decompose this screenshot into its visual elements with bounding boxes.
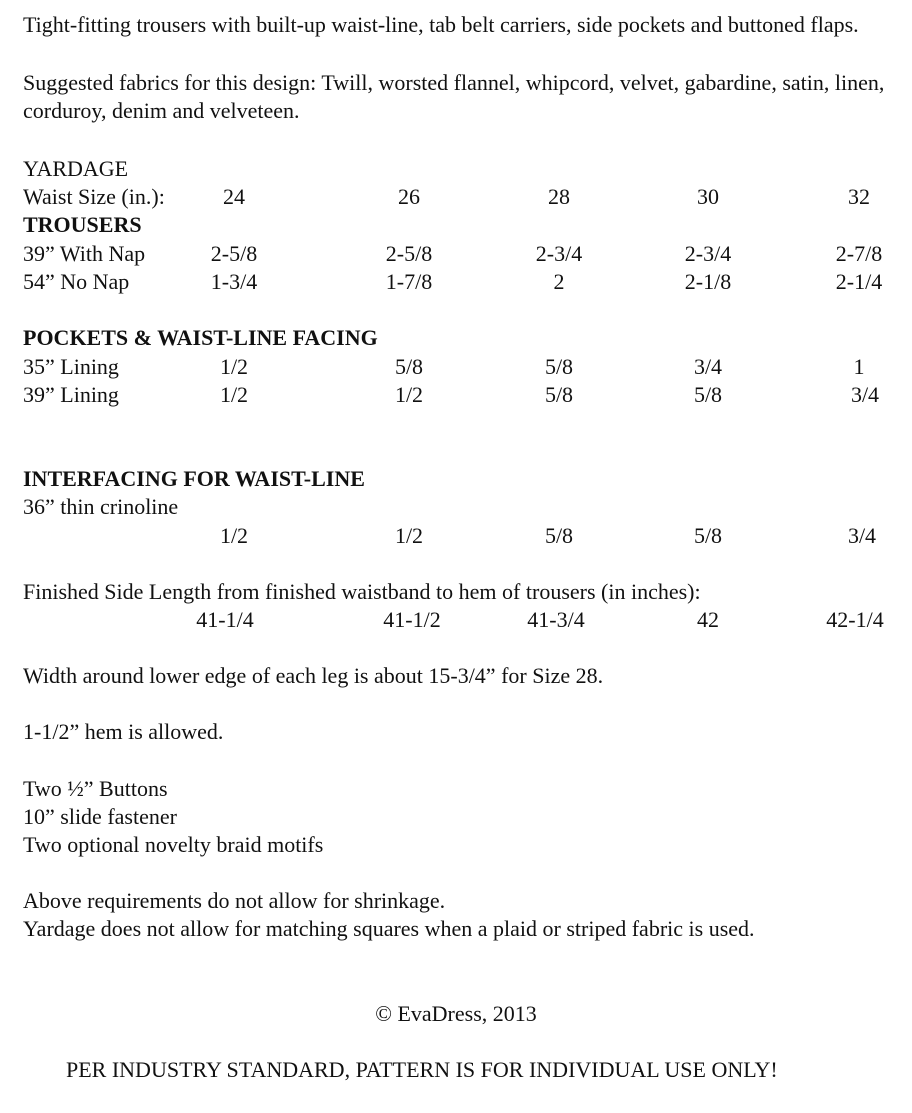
row-label-35-lining: 35” Lining bbox=[23, 354, 119, 379]
copyright-line: © EvaDress, 2013 bbox=[375, 1001, 537, 1026]
size-32: 32 bbox=[848, 184, 870, 209]
length-26: 41-1/2 bbox=[383, 607, 441, 632]
design-description: Tight-fitting trousers with built-up waist-line, tab belt carriers, side pockets and buttoned flaps. bbox=[23, 12, 859, 37]
lining39-30: 5/8 bbox=[693, 382, 723, 407]
length-24: 41-1/4 bbox=[196, 607, 254, 632]
notion-slide-fastener: 10” slide fastener bbox=[23, 804, 177, 829]
no-nap-30: 2-1/8 bbox=[684, 269, 732, 294]
size-26: 26 bbox=[398, 184, 420, 209]
row-label-39-lining: 39” Lining bbox=[23, 382, 119, 407]
length-30: 42 bbox=[697, 607, 719, 632]
suggested-fabrics: Suggested fabrics for this design: Twill, worsted flannel, whipcord, velvet, gabardine, satin, linen, corduroy, denim and velveteen. bbox=[23, 70, 885, 123]
lining35-26: 5/8 bbox=[394, 354, 424, 379]
no-nap-26: 1-7/8 bbox=[385, 269, 433, 294]
pockets-heading: POCKETS & WAIST-LINE FACING bbox=[23, 325, 378, 350]
size-28: 28 bbox=[548, 184, 570, 209]
plaid-note: Yardage does not allow for matching squares when a plaid or striped fabric is used. bbox=[23, 916, 755, 941]
with-nap-32: 2-7/8 bbox=[835, 241, 883, 266]
hem-note: 1-1/2” hem is allowed. bbox=[23, 719, 224, 744]
with-nap-26: 2-5/8 bbox=[385, 241, 433, 266]
row-label-no-nap: 54” No Nap bbox=[23, 269, 130, 294]
lining39-32: 3/4 bbox=[850, 382, 880, 407]
shrinkage-note: Above requirements do not allow for shrinkage. bbox=[23, 888, 446, 913]
no-nap-24: 1-3/4 bbox=[210, 269, 258, 294]
length-32: 42-1/4 bbox=[826, 607, 884, 632]
crinoline-30: 5/8 bbox=[693, 523, 723, 548]
crinoline-label: 36” thin crinoline bbox=[23, 494, 179, 519]
size-24: 24 bbox=[223, 184, 245, 209]
length-28: 41-3/4 bbox=[527, 607, 585, 632]
lining39-26: 1/2 bbox=[394, 382, 424, 407]
crinoline-24: 1/2 bbox=[219, 523, 249, 548]
trousers-heading: TROUSERS bbox=[23, 212, 142, 237]
with-nap-30: 2-3/4 bbox=[684, 241, 732, 266]
notion-buttons: Two ½” Buttons bbox=[23, 776, 168, 801]
waist-size-label: Waist Size (in.): bbox=[23, 184, 165, 209]
finished-length-label: Finished Side Length from finished waistband to hem of trousers (in inches): bbox=[23, 579, 701, 604]
lining39-28: 5/8 bbox=[544, 382, 574, 407]
interfacing-heading: INTERFACING FOR WAIST-LINE bbox=[23, 466, 365, 491]
crinoline-26: 1/2 bbox=[394, 523, 424, 548]
usage-notice: PER INDUSTRY STANDARD, PATTERN IS FOR INDIVIDUAL USE ONLY! bbox=[66, 1057, 778, 1082]
size-30: 30 bbox=[697, 184, 719, 209]
notion-braid-motifs: Two optional novelty braid motifs bbox=[23, 832, 324, 857]
crinoline-32: 3/4 bbox=[847, 523, 877, 548]
no-nap-28: 2 bbox=[553, 269, 565, 294]
yardage-heading: YARDAGE bbox=[23, 156, 129, 181]
row-label-with-nap: 39” With Nap bbox=[23, 241, 146, 266]
with-nap-28: 2-3/4 bbox=[535, 241, 583, 266]
lining35-28: 5/8 bbox=[544, 354, 574, 379]
with-nap-24: 2-5/8 bbox=[210, 241, 258, 266]
crinoline-28: 5/8 bbox=[544, 523, 574, 548]
leg-width-note: Width around lower edge of each leg is about 15-3/4” for Size 28. bbox=[23, 663, 604, 688]
lining35-32: 1 bbox=[853, 354, 865, 379]
lining39-24: 1/2 bbox=[219, 382, 249, 407]
no-nap-32: 2-1/4 bbox=[835, 269, 883, 294]
lining35-24: 1/2 bbox=[219, 354, 249, 379]
lining35-30: 3/4 bbox=[693, 354, 723, 379]
